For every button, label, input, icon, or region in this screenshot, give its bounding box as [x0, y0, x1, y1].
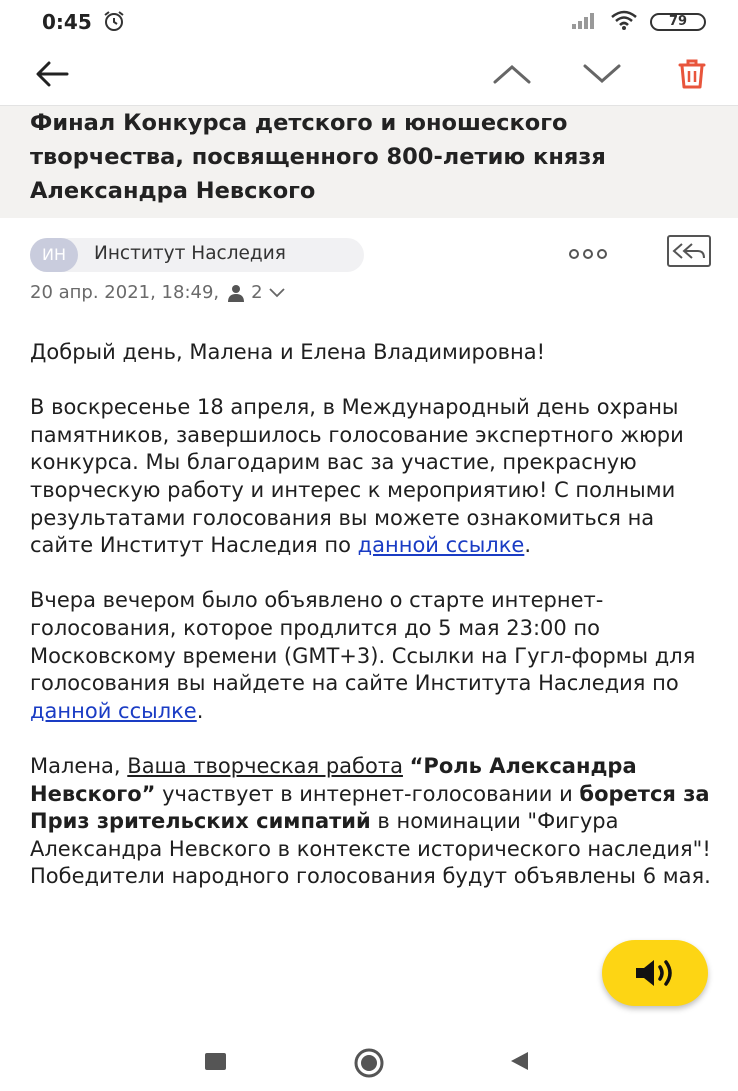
- work-title: “Роль Александра Невского”: [30, 753, 637, 806]
- triangle-back-icon: [508, 1050, 530, 1072]
- avatar: ИН: [30, 238, 78, 272]
- chevron-down-icon[interactable]: [269, 288, 285, 298]
- delete-button[interactable]: [668, 50, 716, 98]
- body-text-1: В воскресенье 18 апреля, в Международный день охраны памятников, завершилось голосование экспертного жюри конкурса. Мы благодарим вас за участие, прекрасную творческую работу и интерес к мероприятию! С полными результатами голосования вы можете ознакомиться на сайте Институт Наследия по: [30, 395, 684, 558]
- body-text-2: Вчера вечером было объявлено о старте интернет-голосования, которое продлится до 5 мая 23:00 по Московскому времени (GMT+3). Ссылки на Гугл-формы для голосования вы найдете на сайте Института Наследия по: [30, 588, 696, 696]
- previous-email-button[interactable]: [488, 50, 536, 98]
- circle-icon: [353, 1047, 385, 1079]
- more-options-button[interactable]: [564, 242, 612, 266]
- body-text-1-end: .: [524, 533, 532, 558]
- speaker-icon: [632, 956, 678, 990]
- results-link[interactable]: данной ссылке: [357, 533, 525, 558]
- next-email-button[interactable]: [578, 50, 626, 98]
- subject-panel: [0, 105, 738, 218]
- body-text-3-start: Малена,: [30, 753, 128, 778]
- greeting: Добрый день, Малена и Елена Владимировна!: [30, 340, 546, 364]
- more-dots-icon: [564, 242, 612, 266]
- status-time: 0:45: [42, 10, 92, 34]
- email-body: [30, 339, 720, 918]
- body-text-2-end: .: [196, 698, 204, 723]
- arrow-left-icon: [35, 61, 69, 87]
- signal-icon: [570, 10, 600, 34]
- toolbar: [0, 44, 738, 102]
- reply-all-button[interactable]: [666, 234, 712, 270]
- email-subject: Финал Конкурса детского и юношеского творчества, посвященного 800-летию князя Александра Невского: [30, 110, 606, 204]
- trash-icon: [677, 58, 707, 90]
- listen-button[interactable]: [602, 940, 708, 1006]
- chevron-down-icon: [582, 63, 622, 85]
- voting-link[interactable]: данной ссылке: [30, 698, 197, 723]
- status-bar: [0, 0, 738, 44]
- system-nav-bar: [0, 1030, 738, 1091]
- home-button[interactable]: [353, 1047, 385, 1083]
- body-text-3-mid: участвует в интернет-голосовании и: [155, 781, 580, 806]
- back-button[interactable]: [28, 50, 76, 98]
- alarm-icon: [102, 9, 126, 37]
- recipients-count[interactable]: 2: [251, 282, 263, 303]
- email-date: 20 апр. 2021, 18:49,: [30, 282, 220, 303]
- body-text-3-end: в номинации "Фигура Александра Невского в контексте исторического наследия"! Победители народного голосования будут объявлены 6 мая.: [30, 809, 711, 889]
- chevron-up-icon: [492, 63, 532, 85]
- person-icon: [227, 284, 245, 302]
- battery-icon: 79: [650, 13, 706, 31]
- sender-name: Институт Наследия: [94, 243, 286, 264]
- sender-chip[interactable]: [30, 238, 364, 272]
- reply-all-icon: [666, 234, 712, 270]
- body-paragraph-1: [30, 394, 720, 560]
- email-meta: [30, 282, 285, 303]
- work-link[interactable]: Ваша творческая работа: [127, 753, 403, 778]
- body-paragraph-3: [30, 753, 720, 891]
- recents-button[interactable]: [205, 1053, 226, 1070]
- body-space: [403, 754, 410, 778]
- wifi-icon: [610, 9, 638, 35]
- prize-text: борется за Приз зрительских симпатий: [30, 781, 710, 834]
- system-back-button[interactable]: [508, 1050, 530, 1076]
- body-paragraph-2: [30, 587, 720, 725]
